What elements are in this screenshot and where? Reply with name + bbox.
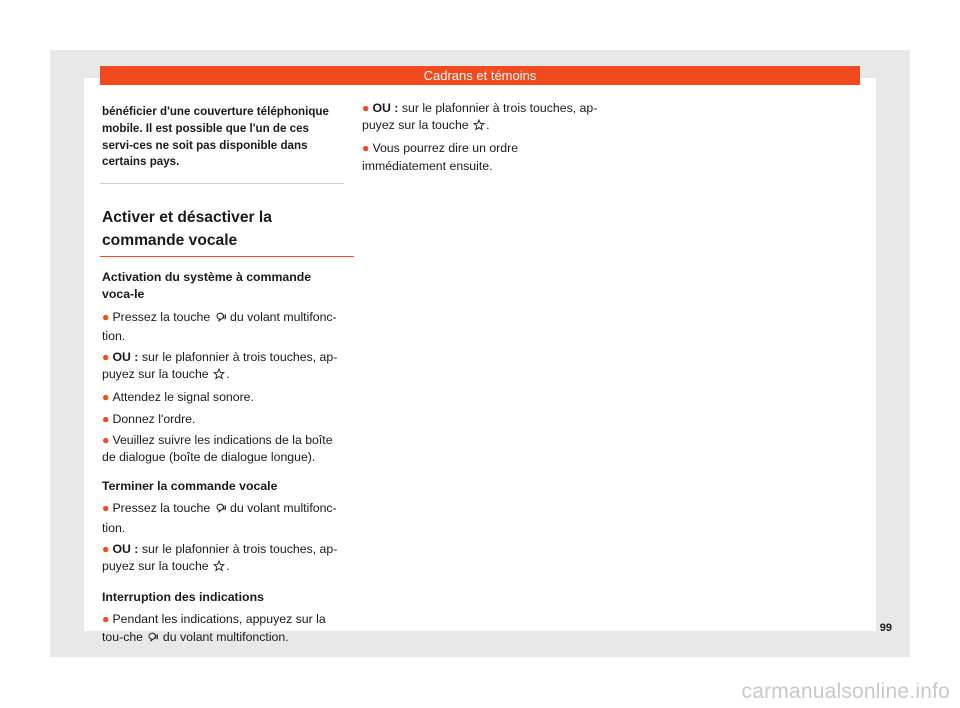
list-item: ● OU : sur le plafonnier à trois touches, ap-puyez sur la touche . — [102, 541, 340, 577]
bullet: ● — [102, 350, 110, 364]
star-icon — [473, 119, 485, 136]
voice-command-icon — [215, 502, 226, 519]
list-item: ● Donnez l'ordre. — [102, 411, 196, 426]
star-icon — [213, 560, 225, 577]
bullet: ● — [102, 541, 110, 556]
list-item: ● Pressez la touche du volant multifonc-tion. — [102, 501, 337, 535]
bullet: ● — [362, 101, 370, 115]
bullet: ● — [102, 612, 110, 627]
voice-command-icon — [215, 311, 226, 328]
activation-heading: Activation du système à commande voca-le — [102, 270, 312, 302]
note-text: bénéficier d'une couverture téléphonique mobile. Il est possible que l'un de ces servi-ces ne soit pas disponible dans certains pays. — [102, 105, 329, 169]
list-item: ● Attendez le signal sonore. — [102, 390, 254, 405]
bullet: ● — [102, 390, 110, 405]
star-icon — [213, 368, 225, 385]
note-divider — [100, 183, 344, 184]
bullet: ● — [102, 501, 110, 516]
terminate-heading: Terminer la commande vocale — [102, 479, 278, 494]
section-title-rule — [100, 256, 354, 257]
list-item: ● OU : sur le plafonnier à trois touches, ap-puyez sur la touche . — [102, 349, 340, 385]
bullet: ● — [362, 141, 370, 156]
bullet: ● — [102, 432, 110, 447]
list-item: ● Pressez la touche du volant multifonc-tion. — [102, 309, 337, 343]
voice-command-icon — [147, 631, 158, 648]
bullet: ● — [102, 309, 110, 324]
page-number: 99 — [879, 622, 892, 634]
watermark: carmanualsonline.info — [741, 680, 950, 703]
right-column — [362, 100, 598, 175]
interrupt-heading: Interruption des indications — [102, 590, 264, 605]
section-title: Activer et désactiver la commande vocale — [102, 209, 272, 250]
list-item: ● Pendant les indications, appuyez sur la tou-che du volant multifonction. — [102, 611, 340, 647]
bullet: ● — [102, 411, 110, 426]
list-item: ● OU : sur le plafonnier à trois touches, ap-puyez sur la touche . — [362, 100, 598, 136]
list-item: ● Veuillez suivre les indications de la boîte de dialogue (boîte de dialogue longue). — [102, 432, 333, 465]
list-item: ● Vous pourrez dire un ordre immédiatement ensuite. — [362, 141, 519, 173]
page-header-title: Cadrans et témoins — [100, 66, 860, 85]
left-column — [102, 104, 340, 648]
